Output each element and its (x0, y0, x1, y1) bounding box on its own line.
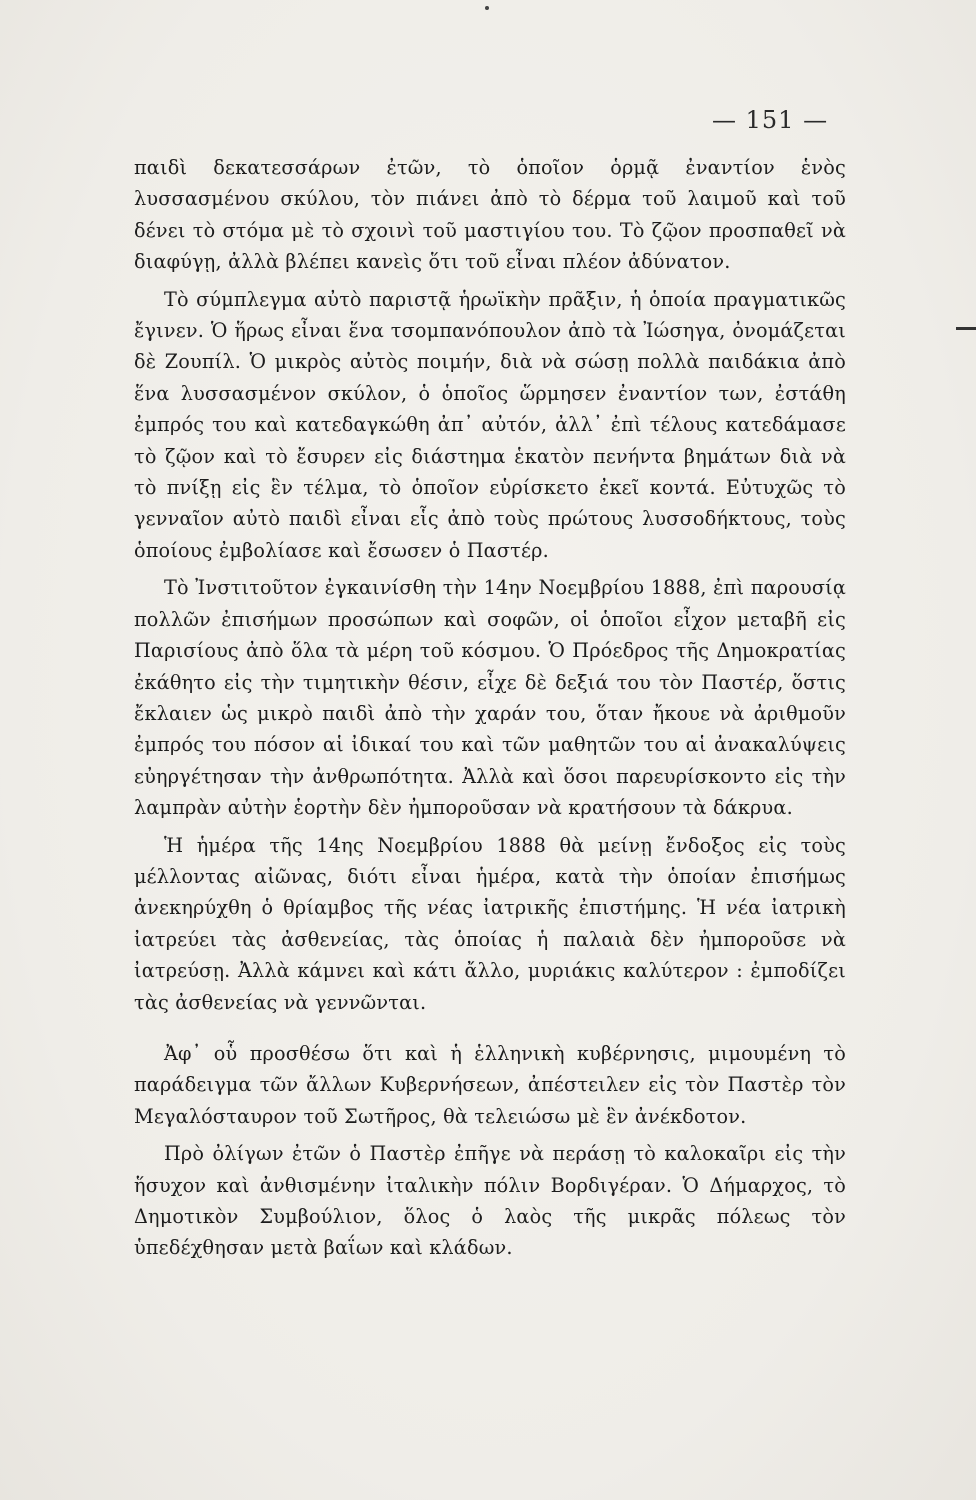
paragraph: Τὸ σύμπλεγμα αὐτὸ παριστᾷ ἡρωϊκὴν πρᾶξιν, ἡ ὁποία πραγματικῶς ἔγινεν. Ὁ ἥρως εἶναι ἕνα τσομπανόπουλον ἀπὸ τὰ Ἰώσηγα, ὀνομάζεται δὲ Ζουπίλ. Ὁ μικρὸς αὐτὸς ποιμήν, διὰ νὰ σώσῃ πολλὰ παιδάκια ἀπὸ ἕνα λυσσασμένον σκύλον, ὁ ὁποῖος ὥρμησεν ἐναντίον των, ἐστάθη ἐμπρός του καὶ κατεδαγκώθη ἀπ᾽ αὐτόν, ἀλλ᾽ ἐπὶ τέλους κατεδάμασε τὸ ζῷον καὶ τὸ ἔσυρεν εἰς διάστημα ἑκατὸν πενήντα βημάτων διὰ νὰ τὸ πνίξῃ εἰς ἓν τέλμα, τὸ ὁποῖον εὑρίσκετο ἐκεῖ κοντά. Εὐτυχῶς τὸ γενναῖον αὐτὸ παιδὶ εἶναι εἷς ἀπὸ τοὺς πρώτους λυσσοδήκτους, τοὺς ὁποίους ἐμβολίασε καὶ ἔσωσεν ὁ Παστέρ. (134, 287, 846, 562)
paragraph: Ἡ ἡμέρα τῆς 14ης Νοεμβρίου 1888 θὰ μείνῃ ἔνδοξος εἰς τοὺς μέλλοντας αἰῶνας, διότι εἶναι ἡμέρα, κατὰ τὴν ὁποίαν ἐπισήμως ἀνεκηρύχθη ὁ θρίαμβος τῆς νέας ἰατρικῆς ἐπιστήμης. Ἡ νέα ἰατρικὴ ἰατρεύει τὰς ἀσθενείας, τὰς ὁποίας ἡ παλαιὰ δὲν ἠμποροῦσε νὰ ἰατρεύσῃ. Ἀλλὰ κάμνει καὶ κάτι ἄλλο, μυριάκις καλύτερον : ἐμποδίζει τὰς ἀσθενείας νὰ γεννῶνται. (134, 833, 846, 1014)
paragraph: Ἀφ᾽ οὗ προσθέσω ὅτι καὶ ἡ ἑλληνικὴ κυβέρνησις, μιμουμένη τὸ παράδειγμα τῶν ἄλλων Κυβερνήσεων, ἀπέστειλεν εἰς τὸν Παστὲρ τὸν Μεγαλόσταυρον τοῦ Σωτῆρος, θὰ τελειώσω μὲ ἓν ἀνέκδοτον. (134, 1041, 846, 1128)
ink-mark (485, 6, 489, 10)
paragraph: Πρὸ ὀλίγων ἐτῶν ὁ Παστὲρ ἐπῆγε νὰ περάσῃ τὸ καλοκαῖρι εἰς τὴν ἥσυχον καὶ ἀνθισμένην ἰταλικὴν πόλιν Βορδιγέραν. Ὁ Δήμαρχος, τὸ Δημοτικὸν Συμβούλιον, ὅλος ὁ λαὸς τῆς μικρᾶς πόλεως τὸν ὑπεδέχθησαν μετὰ βαΐων καὶ κλάδων. (134, 1142, 846, 1260)
paragraph: Τὸ Ἰνστιτοῦτον ἐγκαινίσθη τὴν 14ην Νοεμβρίου 1888, ἐπὶ παρουσίᾳ πολλῶν ἐπισήμων προσώπων καὶ σοφῶν, οἱ ὁποῖοι εἶχον μεταβῆ εἰς Παρισίους ἀπὸ ὅλα τὰ μέρη τοῦ κόσμου. Ὁ Πρόεδρος τῆς Δημοκρατίας ἐκάθητο εἰς τὴν τιμητικὴν θέσιν, εἶχε δὲ δεξιά του τὸν Παστέρ, ὅστις ἔκλαιεν ὡς μικρὸ παιδὶ ἀπὸ τὴν χαράν του, ὅταν ἤκουε νὰ ἀριθμοῦν ἐμπρός του πόσον αἱ ἰδικαί του καὶ τῶν μαθητῶν του αἱ ἀνακαλύψεις εὐηργέτησαν τὴν ἀνθρωπότητα. Ἀλλὰ καὶ ὅσοι παρευρίσκοντο εἰς τὴν λαμπρὰν αὐτὴν ἑορτὴν δὲν ἠμποροῦσαν νὰ κρατήσουν τὰ δάκρυα. (134, 576, 846, 820)
margin-mark (956, 327, 976, 330)
paragraph-continued: παιδὶ δεκατεσσάρων ἐτῶν, τὸ ὁποῖον ὁρμᾷ ἐναντίον ἑνὸς λυσσασμένου σκύλου, τὸν πιάνει ἀπὸ τὸ δέρμα τοῦ λαιμοῦ καὶ τοῦ δένει τὸ στόμα μὲ τὸ σχοινὶ τοῦ μαστιγίου του. Τὸ ζῷον προσπαθεῖ νὰ διαφύγῃ, ἀλλὰ βλέπει κανεὶς ὅτι τοῦ εἶναι πλέον ἀδύνατον. (134, 156, 846, 274)
body-text (134, 152, 846, 1264)
page-number: — 151 — (712, 106, 829, 134)
